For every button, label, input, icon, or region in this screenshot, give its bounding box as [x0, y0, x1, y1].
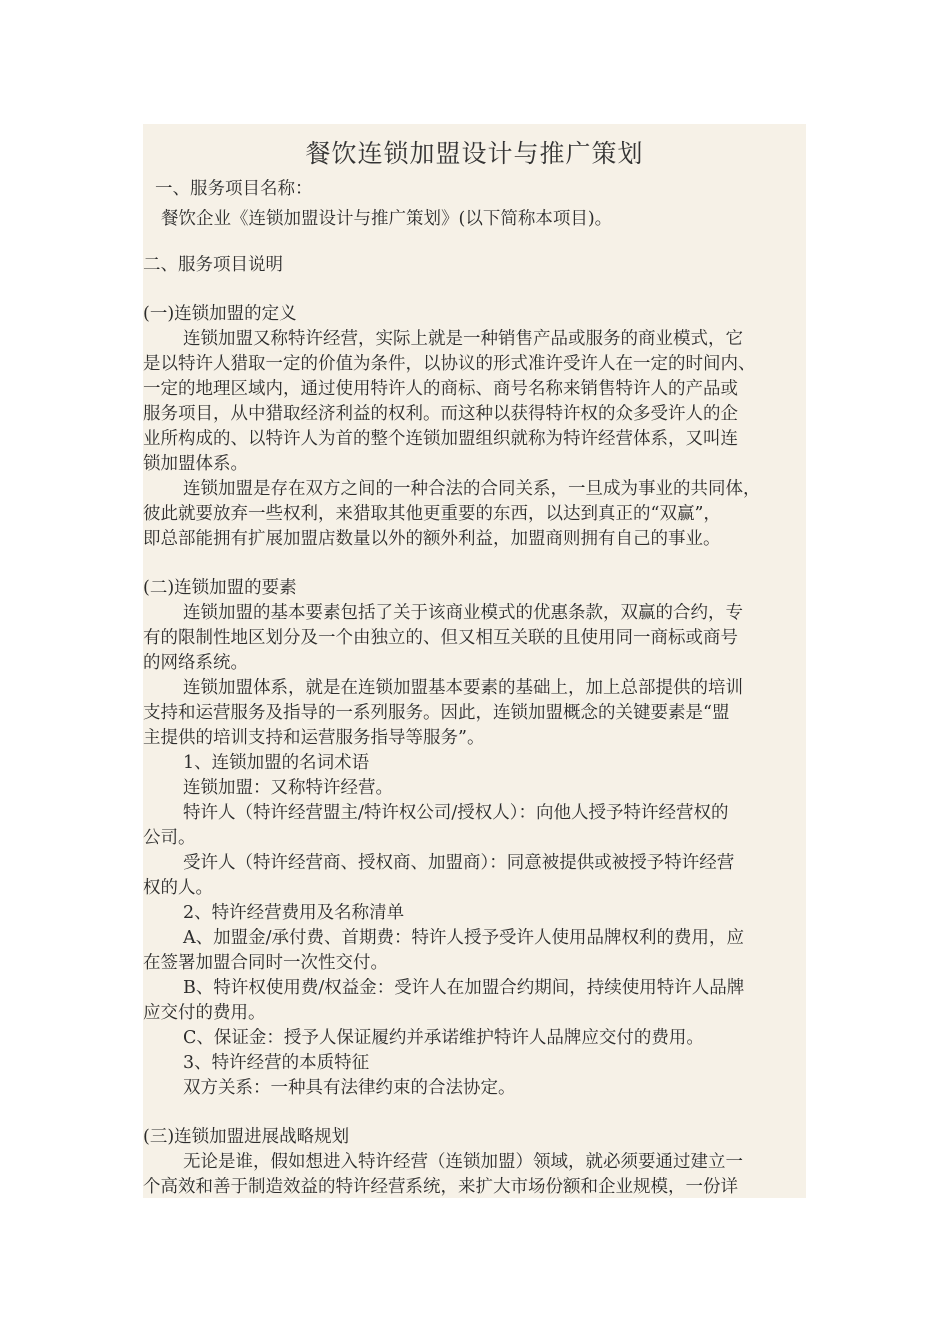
subsection-heading: (一)连锁加盟的定义 — [143, 304, 297, 324]
list-heading: 1、连锁加盟的名词术语 — [183, 753, 370, 773]
paragraph-line: 无论是谁，假如想进入特许经营（连锁加盟）领域，就必须要通过建立一 — [183, 1152, 743, 1172]
paragraph-line: 受许人（特许经营商、授权商、加盟商）：同意被提供或被授予特许经营 — [183, 853, 735, 873]
paragraph-line: A、加盟金/承付费、首期费：特许人授予受许人使用品牌权利的费用，应 — [183, 928, 745, 948]
paragraph-line: 在签署加盟合同时一次性交付。 — [143, 953, 388, 973]
paragraph-line: 锁加盟体系。 — [143, 454, 248, 474]
paragraph-line: 即总部能拥有扩展加盟店数量以外的额外利益，加盟商则拥有自己的事业。 — [143, 529, 721, 549]
paragraph-line: 双方关系：一种具有法律约束的合法协定。 — [183, 1078, 516, 1098]
paragraph-line: 特许人（特许经营盟主/特许权公司/授权人）：向他人授予特许经营权的 — [183, 803, 729, 823]
paragraph-line: 支持和运营服务及指导的一系列服务。因此，连锁加盟概念的关键要素是“盟 — [143, 703, 730, 723]
section-heading: 一、服务项目名称： — [155, 179, 313, 199]
paragraph-line: 一定的地理区域内，通过使用特许人的商标、商号名称来销售特许人的产品或 — [143, 379, 738, 399]
section-heading: 二、服务项目说明 — [143, 255, 283, 275]
paragraph-line: C、保证金：授予人保证履约并承诺维护特许人品牌应交付的费用。 — [183, 1028, 704, 1048]
list-heading: 3、特许经营的本质特征 — [183, 1053, 370, 1073]
paragraph-line: 主提供的培训支持和运营服务指导等服务”。 — [143, 728, 485, 748]
document-page — [143, 124, 806, 1198]
paragraph-line: 是以特许人猎取一定的价值为条件，以协议的形式准许受许人在一定的时间内、 — [143, 354, 756, 374]
paragraph-line: 彼此就要放弃一些权利，来猎取其他更重要的东西，以达到真正的“双赢”， — [143, 504, 721, 524]
paragraph-line: 的网络系统。 — [143, 653, 248, 673]
paragraph-line: 连锁加盟：又称特许经营。 — [183, 778, 393, 798]
paragraph-line: 权的人。 — [143, 878, 213, 898]
list-heading: 2、特许经营费用及名称清单 — [183, 903, 405, 923]
document-title: 餐饮连锁加盟设计与推广策划 — [305, 139, 644, 168]
paragraph-line: 连锁加盟的基本要素包括了关于该商业模式的优惠条款，双赢的合约，专 — [183, 603, 743, 623]
paragraph-line: B、特许权使用费/权益金：受许人在加盟合约期间，持续使用特许人品牌 — [183, 978, 745, 998]
paragraph-line: 连锁加盟是存在双方之间的一种合法的合同关系，一旦成为事业的共同体， — [183, 479, 761, 499]
paragraph-line: 业所构成的、以特许人为首的整个连锁加盟组织就称为特许经营体系，又叫连 — [143, 429, 738, 449]
paragraph-line: 个高效和善于制造效益的特许经营系统，来扩大市场份额和企业规模，一份详 — [143, 1177, 738, 1197]
subsection-heading: (二)连锁加盟的要素 — [143, 578, 297, 598]
paragraph-line: 应交付的费用。 — [143, 1003, 266, 1023]
paragraph-line: 公司。 — [143, 828, 196, 848]
subsection-heading: (三)连锁加盟进展战略规划 — [143, 1127, 350, 1147]
paragraph-line: 餐饮企业《连锁加盟设计与推广策划》(以下简称本项目)。 — [161, 209, 613, 229]
paragraph-line: 有的限制性地区划分及一个由独立的、但又相互关联的且使用同一商标或商号 — [143, 628, 738, 648]
paragraph-line: 连锁加盟又称特许经营，实际上就是一种销售产品或服务的商业模式，它 — [183, 329, 743, 349]
paragraph-line: 连锁加盟体系，就是在连锁加盟基本要素的基础上，加上总部提供的培训 — [183, 678, 743, 698]
paragraph-line: 服务项目，从中猎取经济利益的权利。而这种以获得特许权的众多受许人的企 — [143, 404, 738, 424]
